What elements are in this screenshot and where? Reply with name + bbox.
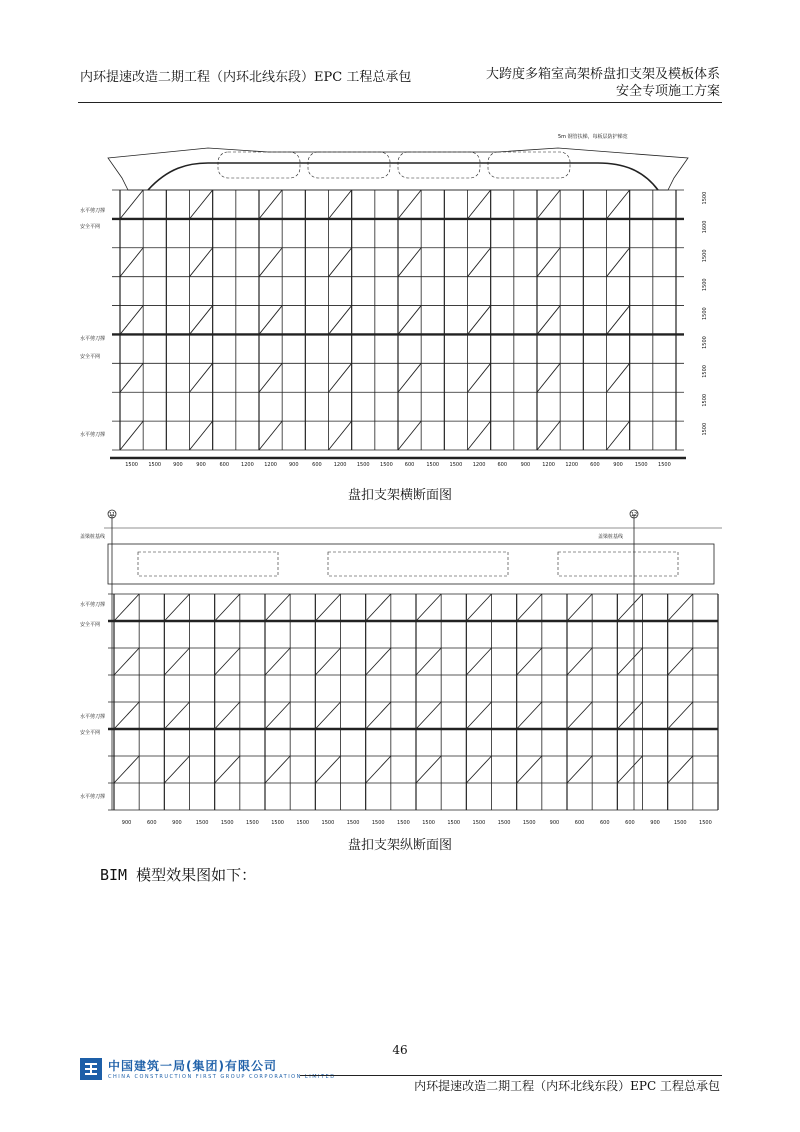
diagonal-brace (617, 756, 642, 783)
cross-section-drawing (78, 108, 724, 474)
right-dim: 1500 (702, 336, 708, 349)
girder-cell-1 (138, 552, 278, 576)
box-cell-4 (488, 152, 570, 178)
bottom-dim: 1500 (195, 820, 209, 826)
box-cell-2 (308, 152, 390, 178)
diagonal-brace (468, 248, 491, 277)
bottom-dim: 900 (613, 462, 623, 468)
diagonal-brace (190, 306, 213, 335)
bottom-dim: 900 (172, 820, 182, 826)
bottom-dim: 1500 (125, 462, 138, 468)
diagonal-brace (259, 190, 282, 219)
bottom-dim: 1500 (148, 462, 162, 468)
bottom-dim: 900 (520, 462, 531, 468)
diagonal-brace (120, 306, 143, 335)
body-paragraph: BIM 模型效果图如下： (100, 866, 257, 884)
bottom-dim: 1500 (522, 820, 536, 826)
right-dim: 1500 (702, 393, 708, 407)
diagonal-brace (315, 594, 340, 621)
diagonal-brace (537, 363, 560, 392)
left-label: 安全平网 (80, 622, 101, 628)
deck-note: 5m 钢管扶梯，每板层防护梯宽 (558, 134, 628, 140)
girder-cell-3 (558, 552, 678, 576)
company-name-en: CHINA CONSTRUCTION FIRST GROUP CORPORATION LIMITED (108, 1074, 336, 1080)
diagonal-brace (265, 594, 290, 621)
left-label: 水平剪刀撑 (80, 602, 106, 608)
diagonal-brace (537, 190, 560, 219)
bottom-dim: 1500 (447, 820, 461, 826)
bottom-dim: 900 (173, 462, 183, 468)
figure1-caption: 盘扣支架横断面图 (347, 488, 452, 503)
left-label: 水平剪刀撑 (80, 432, 106, 438)
diagonal-brace (567, 648, 592, 675)
bottom-dim: 1500 (497, 820, 511, 826)
diagonal-brace (517, 648, 542, 675)
diagonal-brace (517, 594, 542, 621)
page-number: 46 (392, 1043, 408, 1057)
diagonal-brace (329, 306, 352, 335)
diagonal-brace (468, 190, 491, 219)
diagonal-brace (607, 306, 630, 335)
bottom-dim: 900 (549, 820, 560, 826)
footer-rule (300, 1075, 722, 1076)
diagonal-brace (398, 421, 421, 450)
diagonal-brace (164, 702, 189, 729)
company-logo (80, 1057, 336, 1080)
diagonal-brace (164, 594, 189, 621)
header-right-title (486, 66, 720, 100)
diagonal-brace (466, 702, 491, 729)
logo-icon (80, 1058, 102, 1080)
diagonal-brace (466, 594, 491, 621)
right-dim: 1500 (702, 422, 708, 436)
diagonal-brace (265, 648, 290, 675)
diagonal-brace (366, 756, 391, 783)
right-dim: 1500 (702, 365, 708, 378)
diagonal-brace (315, 756, 340, 783)
diagonal-brace (537, 421, 560, 450)
right-dim: 1500 (702, 307, 708, 320)
diagonal-brace (398, 248, 421, 277)
diagonal-brace (537, 306, 560, 335)
diagonal-brace (215, 648, 240, 675)
bottom-dim: 1500 (380, 462, 393, 468)
diagonal-brace (114, 648, 139, 675)
bottom-dim: 900 (288, 462, 299, 468)
diagonal-brace (468, 363, 491, 392)
diagonal-brace (259, 248, 282, 277)
header-right-line1: 大跨度多箱室高架桥盘扣支架及模板体系 (485, 67, 720, 82)
diagonal-brace (366, 594, 391, 621)
diagonal-brace (466, 648, 491, 675)
diagonal-brace (668, 702, 693, 729)
diagonal-brace (668, 594, 693, 621)
diagonal-brace (607, 190, 630, 219)
bottom-dim: 600 (146, 820, 157, 826)
bottom-dim: 1500 (449, 462, 463, 468)
right-dim: 1500 (702, 191, 708, 205)
diagonal-brace (315, 648, 340, 675)
bottom-dim: 600 (404, 462, 415, 468)
left-label: 水平剪刀撑 (80, 336, 106, 342)
diagonal-brace (190, 421, 213, 450)
bottom-dim: 600 (497, 462, 508, 468)
diagonal-brace (190, 190, 213, 219)
girder-outline (108, 544, 714, 584)
footer-right-title: 内环提速改造二期工程（内环北线东段）EPC 工程总承包 (414, 1079, 720, 1093)
left-label: 安全平网 (80, 354, 101, 360)
diagonal-brace (190, 363, 213, 392)
diagonal-brace (329, 363, 352, 392)
right-dim: 1500 (702, 278, 708, 292)
header-right-line2: 安全专项施工方案 (615, 84, 720, 99)
bottom-dim: 1200 (333, 462, 347, 468)
bottom-dim: 1500 (673, 820, 687, 826)
diagonal-brace (190, 248, 213, 277)
header-left-title: 内环提速改造二期工程（内环北线东段）EPC 工程总承包 (80, 70, 412, 85)
diagonal-brace (468, 421, 491, 450)
diagonal-brace (114, 594, 139, 621)
bottom-dim: 1500 (699, 820, 712, 826)
bottom-dim: 1200 (542, 462, 555, 468)
diagonal-brace (567, 756, 592, 783)
diagonal-brace (466, 756, 491, 783)
diagonal-brace (398, 306, 421, 335)
figure-longitudinal-section (78, 508, 724, 830)
figure2-caption: 盘扣支架纵断面图 (347, 838, 452, 853)
diagonal-brace (416, 756, 441, 783)
diagonal-brace (120, 363, 143, 392)
diagonal-brace (567, 702, 592, 729)
bottom-dim: 1500 (472, 820, 486, 826)
longitudinal-section-drawing (78, 508, 724, 830)
diagonal-brace (315, 702, 340, 729)
diagonal-brace (215, 702, 240, 729)
top-right-label: 盖梁桩基线 (598, 534, 624, 540)
diagonal-brace (668, 756, 693, 783)
diagonal-brace (164, 756, 189, 783)
left-label: 安全平网 (80, 730, 101, 736)
bottom-dim: 1500 (246, 820, 259, 826)
diagonal-brace (259, 421, 282, 450)
diagonal-brace (114, 702, 139, 729)
diagonal-brace (120, 421, 143, 450)
bottom-dim: 1500 (397, 820, 410, 826)
bottom-dim: 1500 (422, 820, 435, 826)
diagonal-brace (114, 756, 139, 783)
diagonal-brace (120, 248, 143, 277)
bottom-dim: 1500 (658, 462, 671, 468)
bottom-dim: 600 (312, 462, 322, 468)
bottom-dim: 900 (196, 462, 206, 468)
diagonal-brace (120, 190, 143, 219)
bottom-dim: 600 (599, 820, 610, 826)
figure-cross-section (78, 108, 724, 474)
diagonal-brace (329, 190, 352, 219)
box-cell-3 (398, 152, 480, 178)
diagonal-brace (537, 248, 560, 277)
diagonal-brace (416, 648, 441, 675)
diagonal-brace (398, 190, 421, 219)
diagonal-brace (607, 248, 630, 277)
axis-label-right: 12 (630, 512, 638, 518)
right-dim: 1600 (702, 220, 708, 234)
left-label: 安全平网 (80, 224, 101, 230)
bottom-dim: 1500 (356, 462, 370, 468)
diagonal-brace (617, 648, 642, 675)
diagonal-brace (259, 306, 282, 335)
bottom-dim: 600 (625, 820, 635, 826)
company-name-cn: 中国建筑一局(集团)有限公司 (108, 1059, 277, 1073)
bottom-dim: 1500 (426, 462, 440, 468)
bottom-dim: 1500 (371, 820, 385, 826)
diagonal-brace (329, 421, 352, 450)
bottom-dim: 900 (650, 820, 660, 826)
axis-label-left: 11 (108, 512, 116, 518)
diagonal-brace (617, 702, 642, 729)
diagonal-brace (607, 421, 630, 450)
diagonal-brace (329, 248, 352, 277)
bottom-dim: 900 (121, 820, 132, 826)
diagonal-brace (617, 594, 642, 621)
bottom-dim: 1200 (472, 462, 486, 468)
bottom-dim: 600 (219, 462, 230, 468)
left-label: 水平剪刀撑 (80, 714, 106, 720)
diagonal-brace (265, 756, 290, 783)
diagonal-brace (215, 594, 240, 621)
top-left-label: 盖梁桩基线 (80, 534, 106, 540)
bottom-dim: 1500 (296, 820, 310, 826)
diagonal-brace (259, 363, 282, 392)
diagonal-brace (366, 648, 391, 675)
diagonal-brace (398, 363, 421, 392)
diagonal-brace (567, 594, 592, 621)
diagonal-brace (517, 756, 542, 783)
bottom-dim: 600 (574, 820, 585, 826)
diagonal-brace (468, 306, 491, 335)
bottom-dim: 1200 (241, 462, 254, 468)
right-dim: 1500 (702, 249, 708, 263)
diagonal-brace (265, 702, 290, 729)
diagonal-brace (416, 702, 441, 729)
bottom-dim: 600 (590, 462, 600, 468)
diagonal-brace (215, 756, 240, 783)
left-label: 水平剪刀撑 (80, 794, 106, 800)
bottom-dim: 1200 (565, 462, 579, 468)
bottom-dim: 1500 (346, 820, 360, 826)
left-label: 水平剪刀撑 (80, 208, 106, 214)
girder-cell-2 (328, 552, 508, 576)
bottom-dim: 1500 (634, 462, 648, 468)
diagonal-brace (668, 648, 693, 675)
diagonal-brace (366, 702, 391, 729)
diagonal-brace (164, 648, 189, 675)
bottom-dim: 1500 (220, 820, 234, 826)
diagonal-brace (517, 702, 542, 729)
box-cell-1 (218, 152, 300, 178)
diagonal-brace (416, 594, 441, 621)
bottom-dim: 1200 (264, 462, 277, 468)
bottom-dim: 1500 (271, 820, 284, 826)
diagonal-brace (607, 363, 630, 392)
header-rule (78, 102, 722, 103)
bottom-dim: 1500 (321, 820, 335, 826)
